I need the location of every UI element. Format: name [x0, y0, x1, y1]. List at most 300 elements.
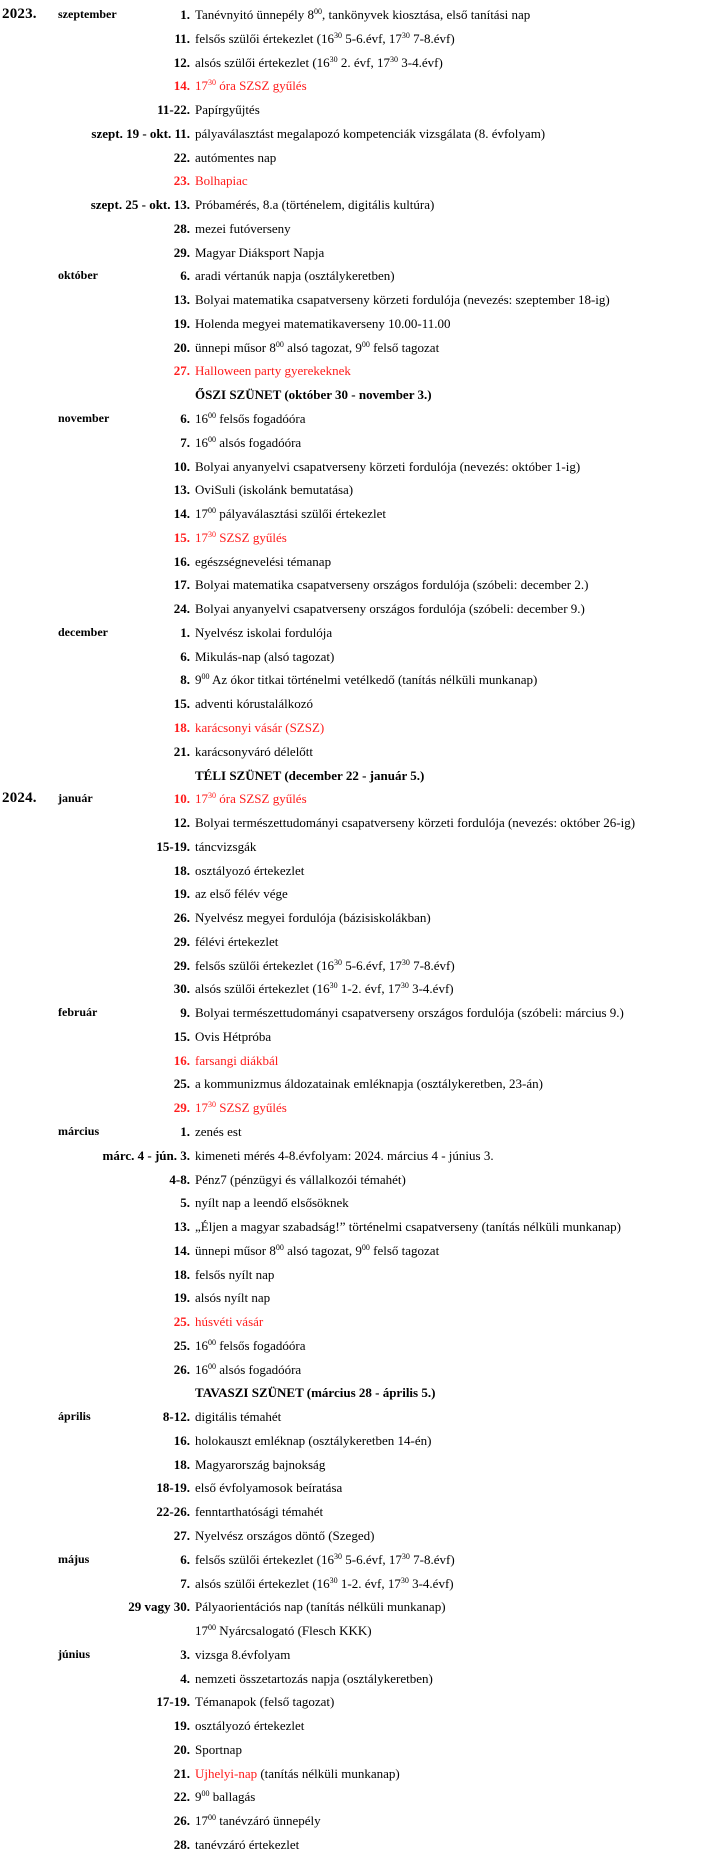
text-segment: kimeneti mérés 4-8.évfolyam: 2024. március 4 - június 3. [195, 1147, 494, 1163]
time-minutes: 30 [401, 30, 410, 40]
event-description [195, 1785, 713, 1809]
month-label: szeptember [58, 7, 117, 21]
calendar-row [0, 835, 715, 859]
calendar-row [0, 1049, 715, 1073]
calendar-row [0, 98, 715, 122]
text-segment: óra SZSZ gyűlés [216, 78, 307, 94]
calendar-row [0, 478, 715, 502]
text-segment: felsős szülői értekezlet (16 [195, 30, 334, 46]
holiday-heading [195, 1381, 713, 1405]
calendar-row [0, 169, 715, 193]
event-description [195, 1405, 713, 1429]
event-description [195, 597, 713, 621]
calendar-row [0, 1001, 715, 1025]
text-segment: farsangi diákbál [195, 1052, 279, 1068]
text-segment: OviSuli (iskolánk bemutatása) [195, 482, 354, 498]
text-segment: Témanapok (felső tagozat) [195, 1694, 335, 1710]
time-minutes: 00 [275, 339, 284, 349]
event-date: 29. [173, 244, 190, 260]
calendar-row [0, 573, 715, 597]
event-date: 26. [173, 1813, 190, 1829]
text-segment: 7-8.évf) [409, 1551, 455, 1567]
event-description [195, 1476, 713, 1500]
text-segment: 9 [195, 1789, 202, 1805]
event-date: 28. [173, 1836, 190, 1852]
event-description [195, 716, 713, 740]
text-segment: a kommunizmus áldozatainak emléknapja (osztálykeretben, 23-án) [195, 1076, 543, 1092]
time-minutes: 00 [208, 1813, 216, 1823]
calendar-row [0, 1096, 715, 1120]
event-description [195, 3, 713, 27]
text-segment: táncvizsgák [195, 838, 257, 854]
event-date: 6. [180, 648, 190, 664]
text-segment: Tanévnyitó ünnepély 8 [195, 7, 314, 22]
text-segment: 7-8.évf) [409, 957, 455, 973]
calendar-row [0, 312, 715, 336]
calendar-row [0, 359, 715, 383]
time-minutes: 00 [208, 434, 216, 444]
event-description [195, 312, 713, 336]
event-date: 28. [173, 220, 190, 236]
text-segment: 5-6.évf, 17 [341, 1551, 402, 1567]
text-segment: Próbamérés, 8.a (történelem, digitális kultúra) [195, 197, 435, 213]
event-date: 13. [173, 1219, 190, 1235]
text-segment: autómentes nap [195, 149, 277, 165]
event-description [195, 1548, 713, 1572]
text-segment: nemzeti összetartozás napja (osztálykeretben) [195, 1670, 433, 1686]
event-description [195, 98, 713, 122]
event-date: 4. [180, 1670, 190, 1686]
event-date: 29. [173, 933, 190, 949]
event-date: 20. [173, 1741, 190, 1757]
text-segment: Halloween party gyerekeknek [195, 363, 351, 379]
event-date: 15-19. [156, 838, 190, 854]
event-description [195, 668, 713, 692]
calendar-row [0, 431, 715, 455]
text-segment: 16 [195, 1361, 208, 1377]
text-segment: alsós szülői értekezlet (16 [195, 981, 330, 997]
event-description [195, 1500, 713, 1524]
event-description [195, 835, 713, 859]
event-date: 25. [173, 1076, 190, 1092]
event-date: 22. [173, 1789, 190, 1805]
calendar-row [0, 1405, 715, 1429]
time-minutes: 30 [333, 30, 342, 40]
event-date: 11. [174, 30, 190, 46]
month-label: január [58, 791, 93, 806]
event-date: 14. [173, 1242, 190, 1258]
calendar-row [0, 1667, 715, 1691]
text-segment: húsvéti vásár [195, 1314, 264, 1330]
text-segment: adventi kórustalálkozó [195, 696, 314, 712]
event-date: 18-19. [156, 1480, 190, 1496]
event-description [195, 193, 713, 217]
calendar-row [0, 1809, 715, 1833]
calendar-row [0, 1168, 715, 1192]
text-segment: Papírgyűjtés [195, 102, 260, 118]
event-description [195, 1263, 713, 1287]
event-description [195, 122, 713, 146]
time-minutes: 00 [208, 1337, 216, 1347]
time-minutes: 00 [201, 1789, 210, 1799]
event-date: 22. [173, 149, 190, 165]
text-segment: felsős fogadóóra [216, 411, 306, 427]
time-minutes: 30 [333, 957, 342, 967]
event-date: 19. [173, 886, 190, 902]
event-date: 16. [173, 1432, 190, 1448]
text-segment: felsős szülői értekezlet (16 [195, 957, 334, 973]
text-segment: alsós nyílt nap [195, 1290, 271, 1306]
calendar-row [0, 1286, 715, 1310]
event-description [195, 407, 713, 431]
text-segment: , tankönyvek kiosztása, első tanítási nap [321, 7, 531, 22]
calendar-row [0, 455, 715, 479]
calendar-row [0, 597, 715, 621]
event-date: 29 vagy 30. [128, 1599, 190, 1615]
text-segment: SZSZ gyűlés [216, 529, 287, 545]
calendar-row [0, 859, 715, 883]
event-date: 20. [173, 339, 190, 355]
event-date: 21. [173, 1765, 190, 1781]
calendar-row [0, 930, 715, 954]
event-date: 8-12. [162, 1409, 190, 1425]
calendar-row [0, 193, 715, 217]
event-date: 24. [173, 601, 190, 617]
calendar-row [0, 407, 715, 431]
event-description [195, 1809, 713, 1833]
event-description [195, 977, 713, 1001]
event-description [195, 264, 713, 288]
text-segment: félévi értekezlet [195, 933, 279, 949]
text-segment: 17 [195, 1623, 208, 1639]
holiday-heading [195, 764, 713, 788]
event-description [195, 288, 713, 312]
text-segment: vizsga 8.évfolyam [195, 1646, 291, 1662]
event-date: 15. [173, 529, 190, 545]
calendar-row [0, 1476, 715, 1500]
calendar-row [0, 1381, 715, 1405]
event-date: márc. 4 - jún. 3. [102, 1147, 190, 1163]
event-description [195, 1619, 713, 1643]
event-date: 6. [180, 411, 190, 427]
calendar-row [0, 1453, 715, 1477]
event-description [195, 455, 713, 479]
event-date: 19. [173, 315, 190, 331]
time-minutes: 00 [208, 506, 216, 516]
text-segment: digitális témahét [195, 1409, 282, 1425]
month-label: november [58, 411, 110, 426]
text-segment: alsós szülői értekezlet (16 [195, 1575, 330, 1591]
text-segment: 17 [195, 78, 208, 94]
text-segment: 16 [195, 411, 208, 427]
event-description [195, 1096, 713, 1120]
text-segment: ünnepi műsor 8 [195, 1242, 276, 1258]
event-description [195, 787, 713, 811]
text-segment: alsó tagozat, 9 [283, 339, 362, 355]
event-date: 1. [180, 7, 190, 22]
text-segment: alsós fogadóóra [216, 434, 302, 450]
calendar-row [0, 787, 715, 811]
event-description [195, 1049, 713, 1073]
time-minutes: 30 [329, 1575, 338, 1585]
text-segment: nyílt nap a leendő elsősöknek [195, 1195, 349, 1211]
event-date: 9. [180, 1005, 190, 1021]
event-date: 18. [173, 1266, 190, 1282]
text-segment: Ujhelyi-nap [195, 1765, 258, 1781]
text-segment: zenés est [195, 1123, 242, 1139]
event-description [195, 1144, 713, 1168]
text-segment: SZSZ gyűlés [216, 1100, 287, 1116]
calendar-row [0, 1524, 715, 1548]
text-segment: tanévzáró ünnepély [216, 1813, 321, 1829]
event-date: 19. [173, 1718, 190, 1734]
event-date: 29. [173, 957, 190, 973]
calendar-row [0, 1191, 715, 1215]
calendar-row [0, 264, 715, 288]
text-segment: Pályaorientációs nap (tanítás nélküli munkanap) [195, 1599, 446, 1615]
event-date: 6. [180, 1551, 190, 1567]
calendar-row [0, 1263, 715, 1287]
event-description [195, 502, 713, 526]
time-minutes: 00 [208, 1623, 216, 1633]
text-segment: 5-6.évf, 17 [341, 957, 402, 973]
month-label: március [58, 1123, 100, 1138]
text-segment: Nyelvész iskolai fordulója [195, 624, 333, 640]
calendar-row [0, 692, 715, 716]
event-date: 29. [173, 1100, 190, 1116]
event-date: 13. [173, 482, 190, 498]
text-segment: egészségnevelési témanap [195, 553, 332, 569]
event-description [195, 217, 713, 241]
text-segment: felső tagozat [369, 1242, 440, 1258]
calendar-row [0, 1595, 715, 1619]
event-date: 22-26. [156, 1504, 190, 1520]
event-description [195, 27, 713, 51]
event-description [195, 1762, 713, 1786]
event-date: 21. [173, 743, 190, 759]
text-segment: aradi vértanúk napja (osztálykeretben) [195, 268, 395, 284]
text-segment: Pénz7 (pénzügyi és vállalkozói témahét) [195, 1171, 406, 1187]
event-description [195, 621, 713, 645]
event-date: 15. [173, 696, 190, 712]
event-description [195, 1833, 713, 1857]
text-segment: 17 [195, 1100, 208, 1116]
text-segment: 17 [195, 1813, 208, 1829]
event-description [195, 1168, 713, 1192]
event-description [195, 146, 713, 170]
calendar-row [0, 27, 715, 51]
time-minutes: 30 [400, 1575, 409, 1585]
event-description [195, 692, 713, 716]
calendar-row [0, 1785, 715, 1809]
time-minutes: 30 [390, 54, 399, 64]
event-date: 17. [173, 577, 190, 593]
calendar-row [0, 74, 715, 98]
calendar-row [0, 122, 715, 146]
event-description [195, 169, 713, 193]
event-description [195, 1643, 713, 1667]
text-segment: alsó tagozat, 9 [283, 1242, 362, 1258]
text-segment: felső tagozat [369, 339, 440, 355]
calendar-row [0, 1738, 715, 1762]
time-minutes: 30 [400, 981, 409, 991]
text-segment: Nyárcsalogató (Flesch KKK) [216, 1623, 372, 1639]
month-label: október [58, 268, 98, 283]
time-minutes: 30 [208, 1100, 216, 1110]
event-description [195, 1429, 713, 1453]
event-description [195, 550, 713, 574]
event-date: 12. [173, 815, 190, 831]
event-description [195, 1072, 713, 1096]
time-minutes: 00 [201, 672, 210, 682]
event-description [195, 1025, 713, 1049]
calendar-row [0, 217, 715, 241]
text-segment: 3-4.évf) [408, 1575, 454, 1591]
time-minutes: 00 [275, 1242, 284, 1252]
text-segment: felsős szülői értekezlet (16 [195, 1551, 334, 1567]
calendar-row [0, 1310, 715, 1334]
calendar-row [0, 1215, 715, 1239]
text-segment: ünnepi műsor 8 [195, 339, 276, 355]
text-segment: első évfolyamosok beíratása [195, 1480, 343, 1496]
text-segment: Sportnap [195, 1741, 242, 1757]
time-minutes: 30 [208, 791, 216, 801]
event-date: 25. [173, 1337, 190, 1353]
event-date: 25. [173, 1314, 190, 1330]
time-minutes: 00 [313, 7, 322, 16]
calendar-row [0, 502, 715, 526]
text-segment: 17 [195, 529, 208, 545]
event-description [195, 882, 713, 906]
calendar-row [0, 716, 715, 740]
event-description [195, 1310, 713, 1334]
event-description [195, 1453, 713, 1477]
calendar-row [0, 1334, 715, 1358]
event-description [195, 811, 713, 835]
text-segment: alsós fogadóóra [216, 1361, 302, 1377]
calendar-row [0, 288, 715, 312]
calendar-row [0, 1072, 715, 1096]
event-description [195, 1215, 713, 1239]
calendar-row [0, 1120, 715, 1144]
text-segment: (tanítás nélküli munkanap) [257, 1765, 400, 1781]
text-segment: 3-4.évf) [398, 54, 443, 70]
text-segment: Bolyai matematika csapatverseny országos fordulója (szóbeli: december 2.) [195, 577, 589, 593]
event-date: 6. [180, 268, 190, 284]
event-description [195, 241, 713, 265]
month-label: december [58, 624, 108, 639]
text-segment: Bolyai természettudományi csapatverseny körzeti fordulója (nevezés: október 26-ig) [195, 815, 636, 831]
event-date: 12. [173, 54, 190, 70]
text-segment: Magyarország bajnokság [195, 1456, 326, 1472]
event-date: 27. [173, 363, 190, 379]
event-description [195, 645, 713, 669]
text-segment: felsős nyílt nap [195, 1266, 275, 1282]
event-description [195, 1738, 713, 1762]
event-description [195, 1572, 713, 1596]
text-segment: osztályozó értekezlet [195, 862, 305, 878]
text-segment: TAVASZI SZÜNET (március 28 - április 5.) [195, 1385, 436, 1401]
event-description [195, 1001, 713, 1025]
event-date: 14. [173, 78, 190, 94]
text-segment: az első félév vége [195, 886, 288, 902]
month-label: június [58, 1646, 91, 1661]
time-minutes: 00 [208, 411, 216, 421]
event-date: 23. [173, 173, 190, 189]
event-date: 13. [173, 292, 190, 308]
text-segment: 1-2. évf, 17 [337, 1575, 401, 1591]
text-segment: karácsonyi vásár (SZSZ) [195, 719, 325, 735]
event-description [195, 1358, 713, 1382]
event-date: 14. [173, 506, 190, 522]
event-description [195, 1191, 713, 1215]
calendar-row [0, 1833, 715, 1857]
time-minutes: 30 [208, 78, 216, 88]
text-segment: Ovis Hétpróba [195, 1028, 272, 1044]
time-minutes: 30 [401, 1551, 410, 1561]
event-date: 17-19. [156, 1694, 190, 1710]
event-date: 26. [173, 1361, 190, 1377]
calendar-row [0, 906, 715, 930]
calendar-row [0, 882, 715, 906]
event-date: 16. [173, 553, 190, 569]
calendar-row [0, 954, 715, 978]
event-date: 18. [173, 862, 190, 878]
text-segment: 1-2. évf, 17 [337, 981, 401, 997]
calendar-row [0, 1239, 715, 1263]
calendar-row [0, 740, 715, 764]
calendar-row [0, 1714, 715, 1738]
time-minutes: 00 [208, 1361, 216, 1371]
event-description [195, 478, 713, 502]
event-description [195, 1690, 713, 1714]
calendar-row [0, 1500, 715, 1524]
event-date: 10. [173, 458, 190, 474]
event-date: 3. [180, 1646, 190, 1662]
event-description [195, 336, 713, 360]
event-description [195, 431, 713, 455]
event-description [195, 1595, 713, 1619]
event-description [195, 573, 713, 597]
calendar-row [0, 645, 715, 669]
month-label: április [58, 1409, 91, 1424]
event-date: 18. [173, 1456, 190, 1472]
calendar-row [0, 526, 715, 550]
event-date: szept. 19 - okt. 11. [91, 125, 190, 141]
month-label: május [58, 1551, 90, 1566]
text-segment: ballagás [209, 1789, 256, 1805]
calendar-row [0, 977, 715, 1001]
calendar-row [0, 336, 715, 360]
event-date: 1. [180, 1123, 190, 1139]
calendar-row [0, 811, 715, 835]
text-segment: holokauszt emléknap (osztálykeretben 14-én) [195, 1432, 432, 1448]
calendar-row [0, 51, 715, 75]
event-description [195, 1667, 713, 1691]
calendar-row [0, 241, 715, 265]
text-segment: Bolyai anyanyelvi csapatverseny országos fordulója (szóbeli: december 9.) [195, 601, 585, 617]
event-date: 16. [173, 1052, 190, 1068]
text-segment: pályaválasztási szülői értekezlet [216, 506, 387, 522]
event-description [195, 359, 713, 383]
calendar-row [0, 1690, 715, 1714]
calendar-row [0, 1762, 715, 1786]
calendar-row [0, 1548, 715, 1572]
event-date: 7. [180, 1575, 190, 1591]
event-date: 27. [173, 1528, 190, 1543]
text-segment: 17 [195, 791, 208, 807]
event-description [195, 906, 713, 930]
